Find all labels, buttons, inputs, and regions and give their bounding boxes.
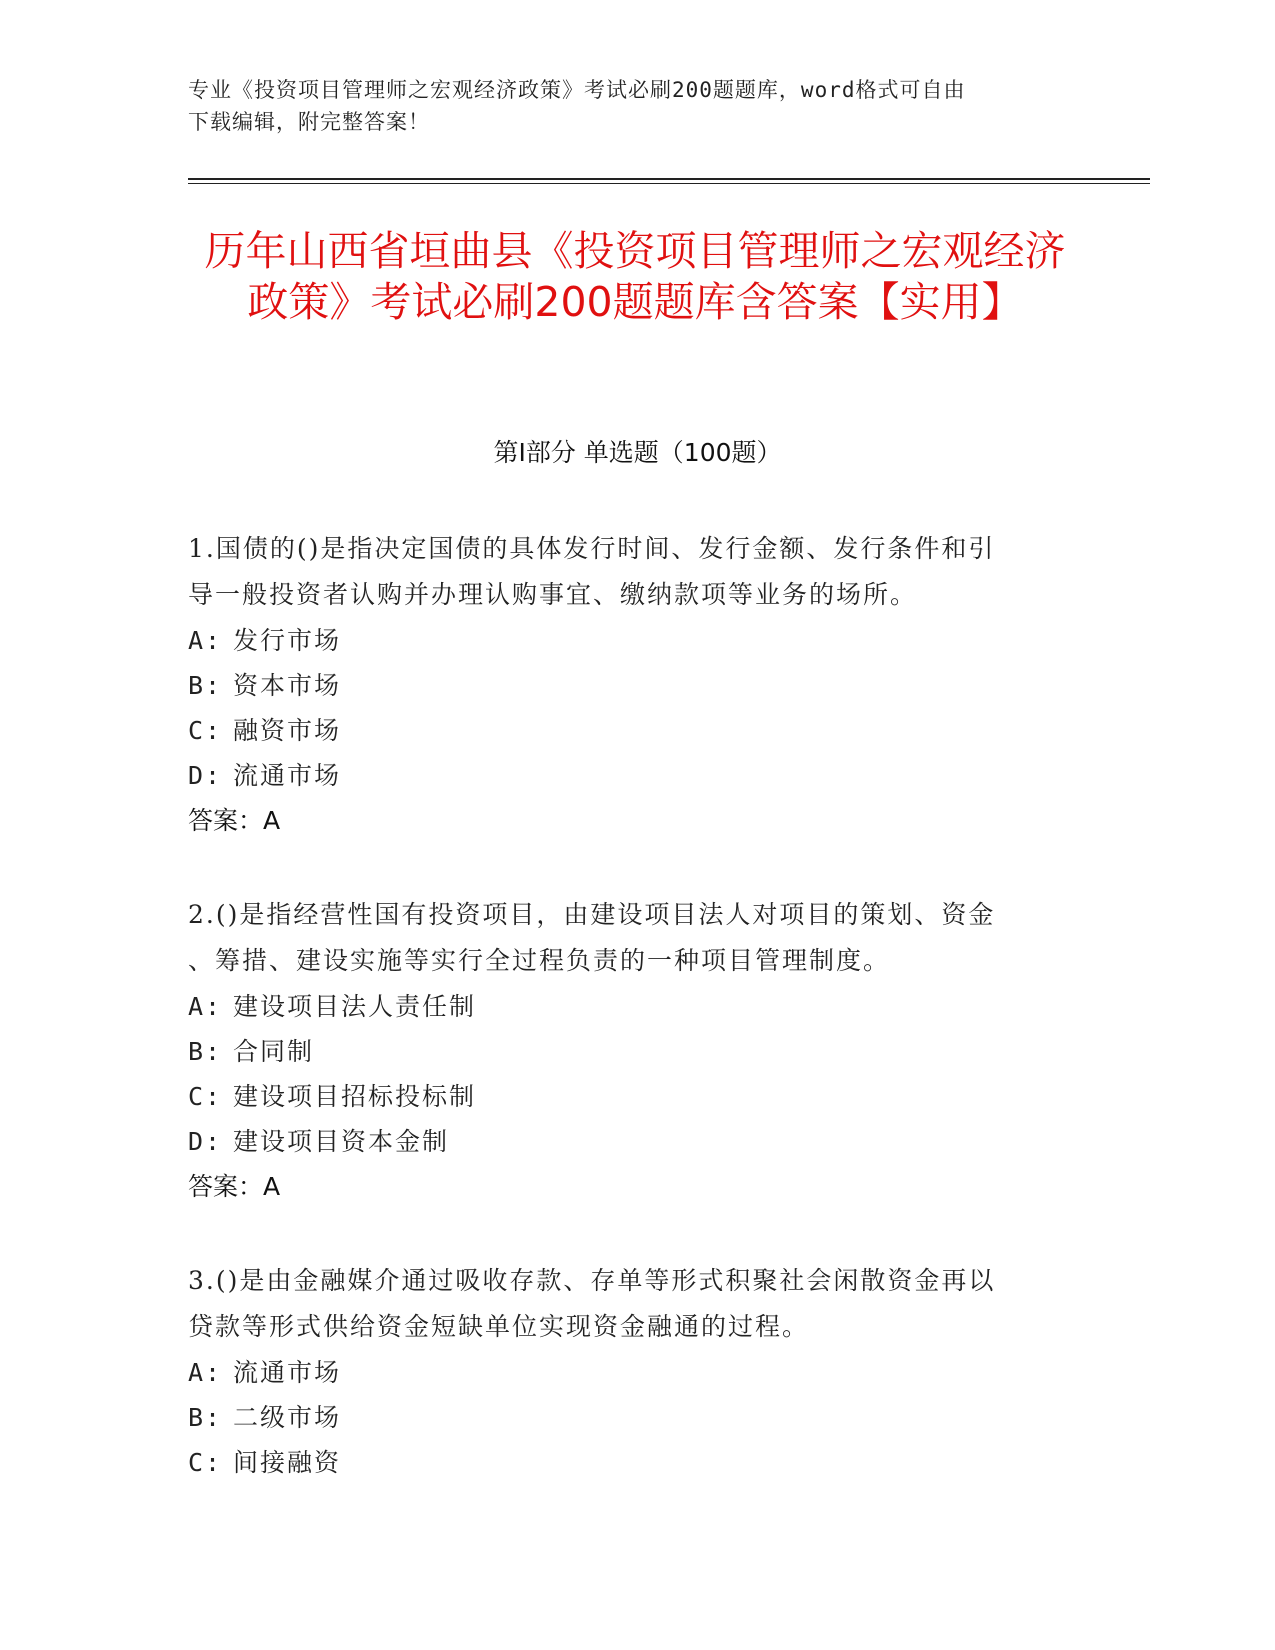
option-text: 资本市场 [233, 671, 342, 700]
option-b [188, 1395, 1068, 1440]
option-letter: D: [188, 1127, 223, 1156]
header-divider-thin [188, 183, 1150, 184]
header-note [188, 74, 1068, 138]
question-stem-line: 2.()是指经营性国有投资项目，由建设项目法人对项目的策划、资金 [188, 900, 996, 929]
option-letter: C: [188, 1448, 223, 1477]
option-letter: A: [188, 626, 223, 655]
option-letter: B: [188, 1403, 223, 1432]
option-b [188, 1029, 1068, 1074]
option-letter: B: [188, 1037, 223, 1066]
header-divider-thick [188, 178, 1150, 180]
option-letter: C: [188, 716, 223, 745]
option-a [188, 1350, 1068, 1395]
header-note-line-2: 下载编辑，附完整答案！ [188, 110, 430, 134]
option-text: 建设项目资本金制 [233, 1127, 450, 1156]
option-text: 合同制 [233, 1037, 315, 1066]
option-text: 融资市场 [233, 716, 342, 745]
option-text: 二级市场 [233, 1403, 342, 1432]
question-stem-line: 导一般投资者认购并办理认购事宜、缴纳款项等业务的场所。 [188, 580, 918, 609]
option-c [188, 1074, 1068, 1119]
question-2 [188, 892, 1068, 1210]
question-stem-line: 1.国债的()是指决定国债的具体发行时间、发行金额、发行条件和引 [188, 534, 996, 563]
option-text: 流通市场 [233, 1358, 342, 1387]
option-text: 建设项目法人责任制 [233, 992, 477, 1021]
answer: 答案：A [188, 1172, 281, 1201]
option-text: 流通市场 [233, 761, 342, 790]
question-stem [188, 1258, 1068, 1350]
answer: 答案：A [188, 806, 281, 835]
option-text: 发行市场 [233, 626, 342, 655]
document-title: 历年山西省垣曲县《投资项目管理师之宏观经济政策》考试必刷200题题库含答案【实用】 [204, 227, 1066, 326]
header-note-line-1: 专业《投资项目管理师之宏观经济政策》考试必刷200题题库，word格式可自由 [188, 78, 966, 102]
section-heading: 第I部分 单选题（100题） [493, 438, 782, 467]
option-letter: A: [188, 1358, 223, 1387]
option-c [188, 1440, 1068, 1485]
option-c [188, 708, 1068, 753]
option-d [188, 1119, 1068, 1164]
question-list [188, 526, 1068, 1533]
option-a [188, 984, 1068, 1029]
option-text: 间接融资 [233, 1448, 342, 1477]
question-stem [188, 526, 1068, 618]
question-stem [188, 892, 1068, 984]
question-stem-line: 3.()是由金融媒介通过吸收存款、存单等形式积聚社会闲散资金再以 [188, 1266, 996, 1295]
question-1 [188, 526, 1068, 844]
option-letter: B: [188, 671, 223, 700]
option-letter: A: [188, 992, 223, 1021]
question-3 [188, 1258, 1068, 1485]
question-stem-line: 、筹措、建设实施等实行全过程负责的一种项目管理制度。 [188, 946, 891, 975]
option-a [188, 618, 1068, 663]
question-stem-line: 贷款等形式供给资金短缺单位实现资金融通的过程。 [188, 1312, 810, 1341]
option-text: 建设项目招标投标制 [233, 1082, 477, 1111]
option-d [188, 753, 1068, 798]
option-letter: C: [188, 1082, 223, 1111]
option-b [188, 663, 1068, 708]
option-letter: D: [188, 761, 223, 790]
